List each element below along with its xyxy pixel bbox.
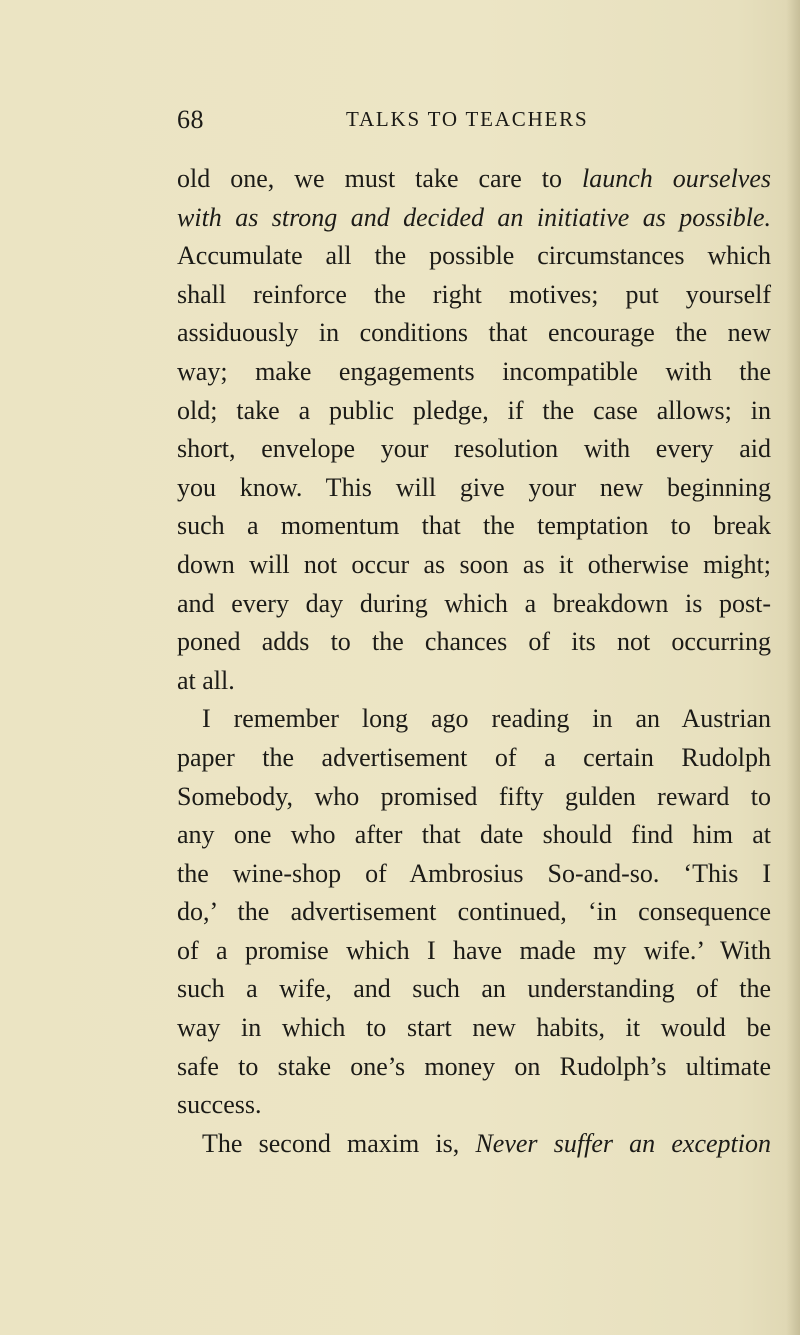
text-line: old; take a public pledge, if the case allows; in [177,395,771,425]
text-line: do,’ the advertisement continued, ‘in consequence [177,897,771,927]
page-edge-shadow [786,0,800,1335]
text-line: you know. This will give your new beginning [177,472,771,502]
body-text [177,160,771,1163]
text-line: short, envelope your resolution with every aid [177,434,771,464]
paragraph-start-line: The second maxim is, Never suffer an exception [202,1128,771,1158]
text-line: any one who after that date should find him at [177,820,771,850]
text-line: such a momentum that the temptation to break [177,511,771,541]
text-line: safe to stake one’s money on Rudolph’s ultimate [177,1051,771,1081]
text-line: poned adds to the chances of its not occurring [177,627,771,657]
text-line: way; make engagements incompatible with the [177,356,771,386]
text-line: Accumulate all the possible circumstances which [177,241,771,271]
text-line: Somebody, who promised fifty gulden reward to [177,781,771,811]
paragraph-end-line: at all. [177,665,235,695]
page-number: 68 [177,105,204,134]
text-line: assiduously in conditions that encourage the new [177,318,771,348]
text-line: old one, we must take care to launch ourselves [177,164,772,193]
text-line: such a wife, and such an understanding of the [177,974,771,1004]
text-line: way in which to start new habits, it would be [177,1013,771,1043]
text-line: the wine-shop of Ambrosius So-and-so. ‘This I [177,858,771,888]
text-line: of a promise which I have made my wife.’ With [177,935,771,965]
text-line: with as strong and decided an initiative as possible. [177,202,771,232]
running-head [0,105,800,141]
text-line: and every day during which a breakdown is post- [177,588,771,618]
paragraph-start-line: I remember long ago reading in an Austrian [202,704,771,734]
running-title: TALKS TO TEACHERS [346,107,589,131]
text-line: paper the advertisement of a certain Rudolph [177,742,771,772]
text-line: shall reinforce the right motives; put yourself [177,279,771,309]
text-line: down will not occur as soon as it otherwise might; [177,549,771,579]
paragraph-end-line: success. [177,1090,262,1120]
